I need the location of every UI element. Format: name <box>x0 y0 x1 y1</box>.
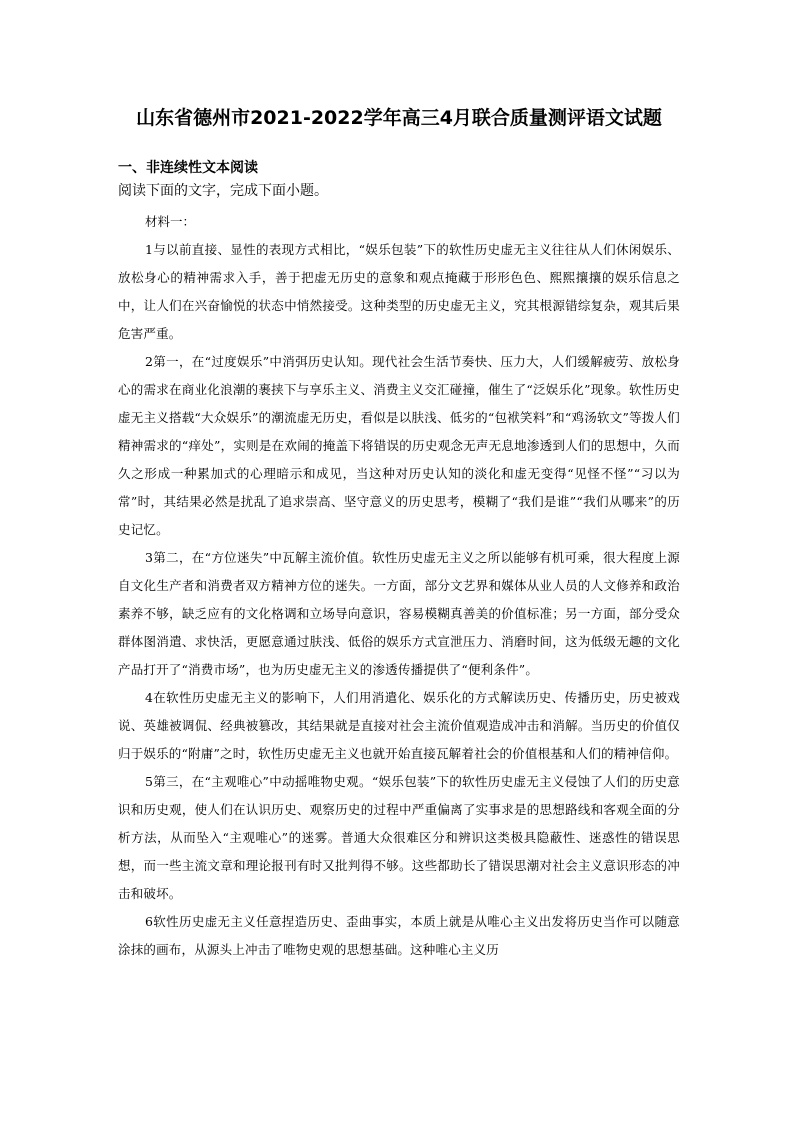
material-label: 材料一： <box>145 214 196 229</box>
document-title: 山东省德州市2021-2022学年高三4月联合质量测评语文试题 <box>136 107 662 129</box>
paragraph-3: 3第二，在“方位迷失”中瓦解主流价值。软性历史虚无主义之所以能够有机可乘，很大程度上源自文化生产者和消费者双方精神方位的迷失。一方面，部分文艺界和媒体从业人员的人文修养和政治素养不够，缺乏应有的文化格调和立场导向意识，容易模糊真善美的价值标准；另一方面，部分受众群体图消遣、求快活，更愿意通过肤浅、低俗的娱乐方式宣泄压力、消磨时间，这为低级无趣的文化产品打开了“消费市场”，也为历史虚无主义的渗透传播提供了“便利条件”。 <box>118 550 680 677</box>
paragraph-1: 1与以前直接、显性的表现方式相比，“娱乐包装”下的软性历史虚无主义往往从人们休闲娱乐、放松身心的精神需求入手，善于把虚无历史的意象和观点掩藏于形形色色、熙熙攘攘的娱乐信息之中，让人们在兴奋愉悦的状态中悄然接受。这种类型的历史虚无主义，究其根源错综复杂，观其后果危害严重。 <box>118 242 680 341</box>
instruction-text: 阅读下面的文字，完成下面小题。 <box>118 183 328 199</box>
paragraph-6: 6软性历史虚无主义任意捏造历史、歪曲事实，本质上就是从唯心主义出发将历史当作可以随意涂抹的画布，从源头上冲击了唯物史观的思想基础。这种唯心主义历 <box>118 914 680 957</box>
section-heading: 一、非连续性文本阅读 <box>118 160 258 176</box>
document-page <box>118 96 680 964</box>
paragraph-4: 4在软性历史虚无主义的影响下，人们用消遣化、娱乐化的方式解读历史、传播历史，历史被戏说、英雄被调侃、经典被篡改，其结果就是直接对社会主流价值观造成冲击和消解。当历史的价值仅归于娱乐的“附庸”之时，软性历史虚无主义也就开始直接瓦解着社会的价值根基和人们的精神信仰。 <box>118 690 680 761</box>
paragraph-5: 5第三，在“主观唯心”中动摇唯物史观。“娱乐包装”下的软性历史虚无主义侵蚀了人们的历史意识和历史观，使人们在认识历史、观察历史的过程中严重偏离了实事求是的思想路线和客观全面的分析方法，从而坠入“主观唯心”的迷雾。普通大众很难区分和辨识这类极具隐蔽性、迷惑性的错误思想，而一些主流文章和理论报刊有时又批判得不够。这些都助长了错误思潮对社会主义意识形态的冲击和破坏。 <box>118 774 680 901</box>
paragraph-2: 2第一，在“过度娱乐”中消弭历史认知。现代社会生活节奏快、压力大，人们缓解疲劳、放松身心的需求在商业化浪潮的裹挟下与享乐主义、消费主义交汇碰撞，催生了“泛娱乐化”现象。软性历史虚无主义搭载“大众娱乐”的潮流虚无历史，看似是以肤浅、低劣的“包袱笑料”和“鸡汤软文”等拨人们精神需求的“痒处”，实则是在欢闹的掩盖下将错误的历史观念无声无息地渗透到人们的思想中，久而久之形成一种累加式的心理暗示和成见，当这种对历史认知的淡化和虚无变得“见怪不怪”“习以为常”时，其结果必然是扰乱了追求崇高、坚守意义的历史思考，模糊了“我们是谁”“我们从哪来”的历史记忆。 <box>118 354 680 537</box>
